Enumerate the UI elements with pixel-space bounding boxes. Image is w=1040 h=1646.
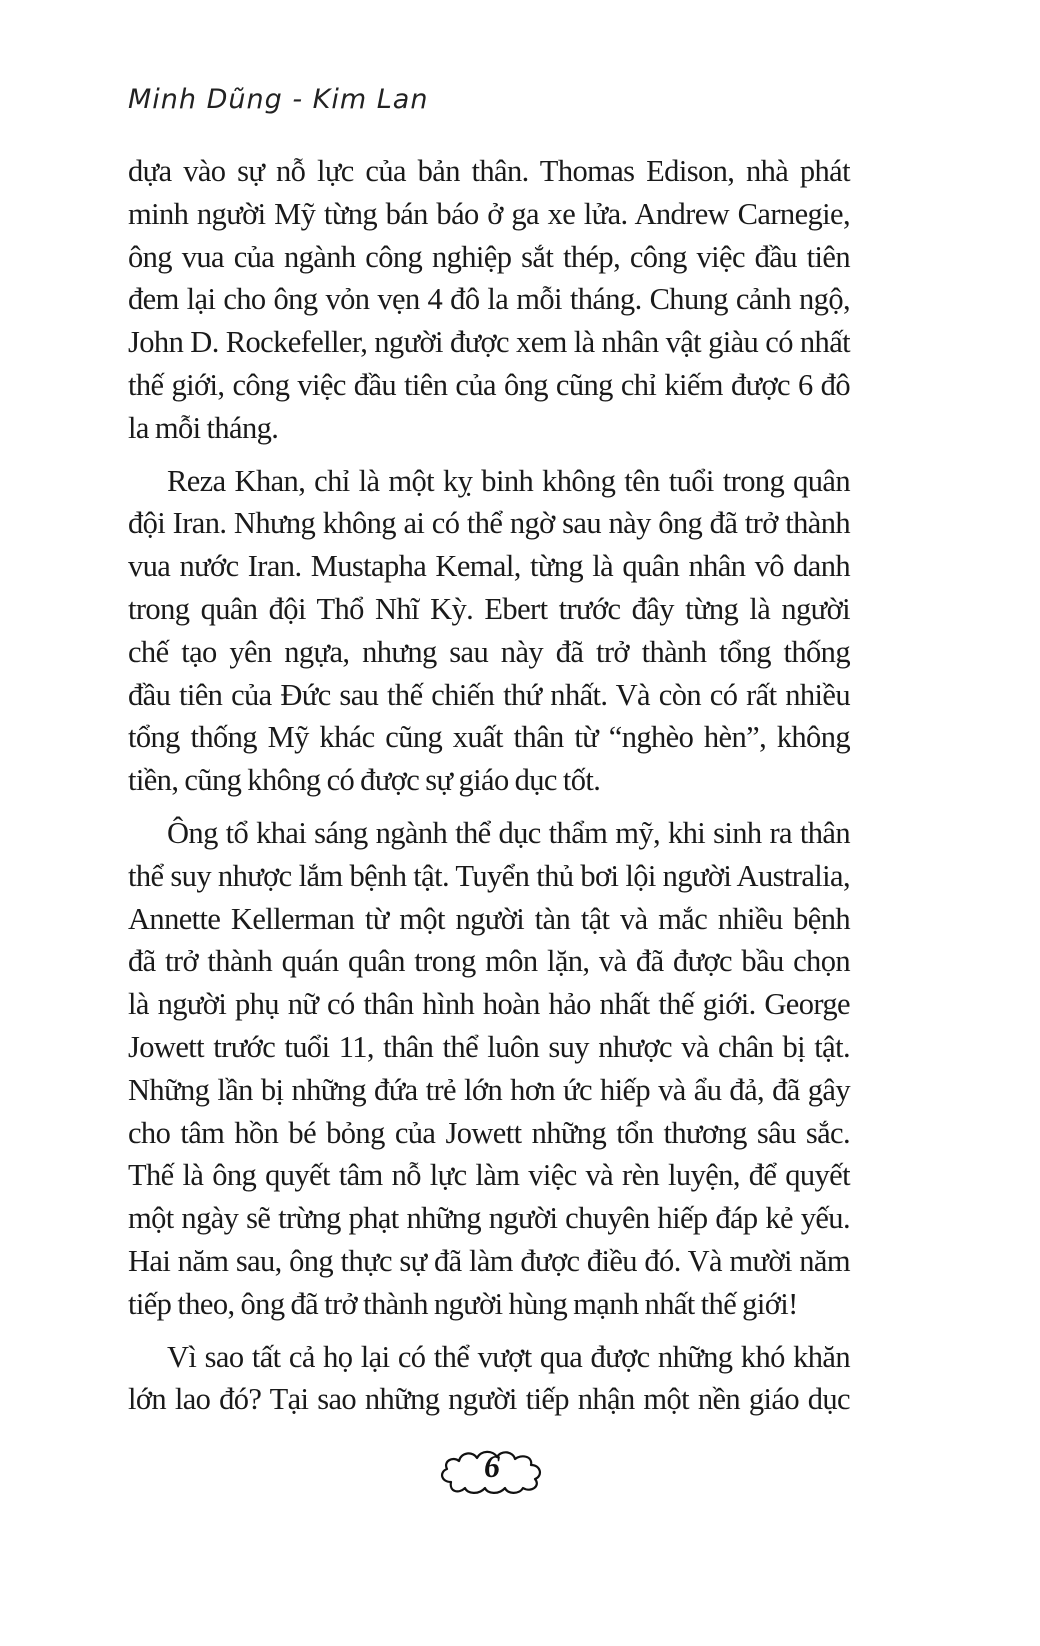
text-line: Hai năm sau, ông thực sự đã làm được điều đó. Và mười năm: [128, 1243, 850, 1278]
text-line: Reza Khan, chỉ là một kỵ binh không tên tuổi trong quân: [167, 463, 850, 498]
text-line: Jowett trước tuổi 11, thân thể luôn suy nhược và chân bị tật.: [128, 1029, 850, 1064]
text-line: một ngày sẽ trừng phạt những người chuyên hiếp đáp kẻ yếu.: [128, 1201, 850, 1236]
body-text: [128, 150, 850, 1431]
text-line: Annette Kellerman từ một người tàn tật và mắc nhiều bệnh: [128, 901, 850, 936]
text-line: tổng thống Mỹ khác cũng xuất thân từ “nghèo hèn”, không: [128, 720, 850, 755]
text-line: đội Iran. Nhưng không ai có thể ngờ sau này ông đã trở thành: [128, 506, 850, 541]
page-number-text: 6: [484, 1448, 500, 1484]
text-line: thể suy nhược lắm bệnh tật. Tuyển thủ bơi lội người Australia,: [128, 858, 850, 893]
text-line: ông vua của ngành công nghiệp sắt thép, công việc đầu tiên: [128, 239, 850, 274]
text-line: dựa vào sự nỗ lực của bản thân. Thomas Edison, nhà phát: [128, 154, 850, 188]
text-line: Vì sao tất cả họ lại có thể vượt qua được những khó khăn: [167, 1339, 850, 1374]
page-number: [437, 1446, 547, 1496]
text-line: trong quân đội Thổ Nhĩ Kỳ. Ebert trước đây từng là người: [128, 591, 850, 626]
text-line: đầu tiên của Đức sau thế chiến thứ nhất. Và còn có rất nhiều: [128, 677, 850, 712]
text-line: đem lại cho ông vỏn vẹn 4 đô la mỗi tháng. Chung cảnh ngộ,: [128, 282, 850, 317]
text-line: Thế là ông quyết tâm nỗ lực làm việc và rèn luyện, để quyết: [128, 1158, 850, 1193]
text-line: đã trở thành quán quân trong môn lặn, và đã được bầu chọn: [128, 944, 850, 979]
text-line: Ông tổ khai sáng ngành thể dục thẩm mỹ, khi sinh ra thân: [167, 815, 850, 850]
text-line: chế tạo yên ngựa, nhưng sau này đã trở thành tổng thống: [128, 634, 850, 669]
text-line: lớn lao đó? Tại sao những người tiếp nhận một nền giáo dục: [128, 1382, 850, 1417]
text-line: tiếp theo, ông đã trở thành người hùng mạnh nhất thế giới!: [128, 1286, 798, 1321]
paragraph-3: [128, 812, 850, 1326]
paragraph-2: [128, 460, 850, 802]
text-line: Những lần bị những đứa trẻ lớn hơn ức hiếp và ẩu đả, đã gây: [128, 1072, 850, 1107]
paragraph-4: [128, 1336, 850, 1422]
paragraph-1: [128, 150, 850, 450]
text-line: là người phụ nữ có thân hình hoàn hảo nhất thế giới. George: [128, 987, 850, 1022]
text-line: vua nước Iran. Mustapha Kemal, từng là quân nhân vô danh: [128, 549, 850, 584]
text-line: minh người Mỹ từng bán báo ở ga xe lửa. Andrew Carnegie,: [128, 196, 850, 231]
text-line: cho tâm hồn bé bỏng của Jowett những tổn thương sâu sắc.: [128, 1115, 850, 1150]
text-line: John D. Rockefeller, người được xem là nhân vật giàu có nhất: [128, 325, 850, 360]
text-line: tiền, cũng không có được sự giáo dục tốt.: [128, 763, 601, 798]
running-header: Minh Dũng - Kim Lan: [128, 84, 429, 115]
text-line: la mỗi tháng.: [128, 410, 279, 445]
text-line: thế giới, công việc đầu tiên của ông cũng chỉ kiếm được 6 đô: [128, 367, 850, 402]
